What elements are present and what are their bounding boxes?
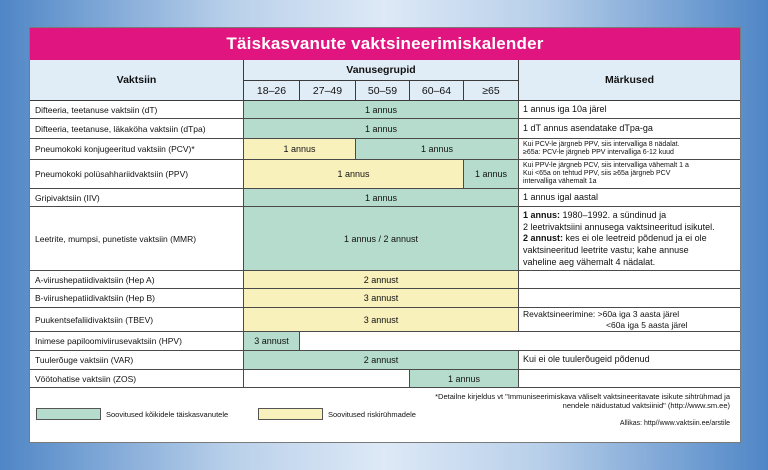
remark-line: Revaktsineerimine: >60a iga 3 aasta järel [523,309,680,319]
header-vaccine: Vaktsiin [30,60,244,101]
remark-bold: 2 annust: [523,233,564,244]
remark-cell [519,271,740,289]
empty-cell [244,370,410,388]
vaccine-name: Difteeria, teetanuse, läkaköha vaktsiin (dTpa) [30,119,244,139]
age-60-64: 60–64 [410,81,464,101]
page-title: Täiskasvanute vaktsineerimiskalender [30,28,740,60]
remark-cell [519,139,740,160]
empty-cell [300,332,740,351]
remark-text: kes ei ole leetreid põdenud ja ei ole [563,233,707,244]
age-65-plus: ≥65 [464,81,519,101]
remark-line: Kui PCV-le järgneb PPV, siis intervalliga 8 nädalat. [523,141,680,148]
vaccine-name: Gripivaktsiin (IIV) [30,189,244,207]
vaccine-name: Pneumokoki polüsahhariidvaktsiin (PPV) [30,160,244,189]
dose-cell: 3 annust [244,308,519,332]
remark-cell [519,207,740,271]
legend-green-label: Soovitused kõikidele täiskasvanutele [106,410,229,419]
vaccine-name: Pneumokoki konjugeeritud vaktsiin (PCV)* [30,139,244,160]
remark-line: vaheline aeg vähemalt 4 nädalat. [523,256,656,267]
remark-cell [519,289,740,308]
dose-cell: 1 annus [244,189,519,207]
remark-cell: 1 annus igal aastal [519,189,740,207]
remark-line: 2 leetrivaktsiini annusega vaktsineeritud isikutel. [523,221,715,232]
remark-cell [519,308,740,332]
dose-cell: 3 annust [244,332,300,351]
dose-cell: 1 annus [244,119,519,139]
remark-line: Kui PPV-le järgneb PCV, siis intervalliga vähemalt 1 a [523,162,689,169]
remark-text: 1980–1992. a sündinud ja [560,210,667,220]
vaccine-name: A-viirushepatiidivaktsiin (Hep A) [30,271,244,289]
remark-cell [519,160,740,189]
footnote: *Detailne kirjeldus vt "Immuniseerimiskava väliselt vaktsineeritavate isikute sihtrühmad ja nendele näidustatud vaktsiinid" (http://www.sm.ee) [435,392,730,411]
header-age-groups: Vanusegrupid [244,60,519,81]
remark-line: vaktsineeritud leetrite vastu; kahe annuse [523,245,689,256]
vaccine-name: Puukentsefaliidivaktsiin (TBEV) [30,308,244,332]
age-50-59: 50–59 [356,81,410,101]
dose-cell: 3 annust [244,289,519,308]
remark-cell: 1 annus iga 10a järel [519,101,740,119]
vaccine-name: B-viirushepatiidivaktsiin (Hep B) [30,289,244,308]
vaccine-name: Inimese papiloomiviirusevaktsiin (HPV) [30,332,244,351]
remark-line: intervalliga vähemalt 1a [523,178,597,186]
remark-cell: Kui ei ole tuulerõugeid põdenud [519,351,740,370]
dose-cell: 2 annust [244,271,519,289]
age-27-49: 27–49 [300,81,356,101]
source-link: Allikas: http//www.vaktsiin.ee/arstile [619,420,730,427]
remark-cell [519,370,740,388]
dose-cell: 1 annus [464,160,519,189]
dose-cell: 1 annus [356,139,519,160]
vaccination-calendar-card [29,27,741,443]
dose-cell: 1 annus [244,160,464,189]
dose-cell: 1 annus [244,101,519,119]
dose-cell: 2 annust [244,351,519,370]
legend-green-swatch [36,408,101,420]
vaccine-name: Vöötohatise vaktsiin (ZOS) [30,370,244,388]
remark-line: <60a iga 5 aasta järel [606,319,688,330]
remark-cell: 1 dT annus asendatake dTpa-ga [519,119,740,139]
dose-cell: 1 annus / 2 annust [244,207,519,271]
legend-yellow-swatch [258,408,323,420]
vaccine-name: Tuulerõuge vaktsiin (VAR) [30,351,244,370]
remark-line: Kui <65a on tehtud PPV, siis ≥65a järgneb PCV [523,170,671,178]
dose-cell: 1 annus [410,370,519,388]
vaccine-name: Difteeria, teetanuse vaktsiin (dT) [30,101,244,119]
remark-line: ≥65a: PCV-le järgneb PPV intervalliga 6-12 kuud [523,149,674,157]
header-remarks: Märkused [519,60,740,101]
age-18-26: 18–26 [244,81,300,101]
remark-bold: 1 annus: [523,210,561,220]
legend-yellow-label: Soovitused riskirühmadele [328,410,416,419]
dose-cell: 1 annus [244,139,356,160]
vaccine-name: Leetrite, mumpsi, punetiste vaktsiin (MMR) [30,207,244,271]
